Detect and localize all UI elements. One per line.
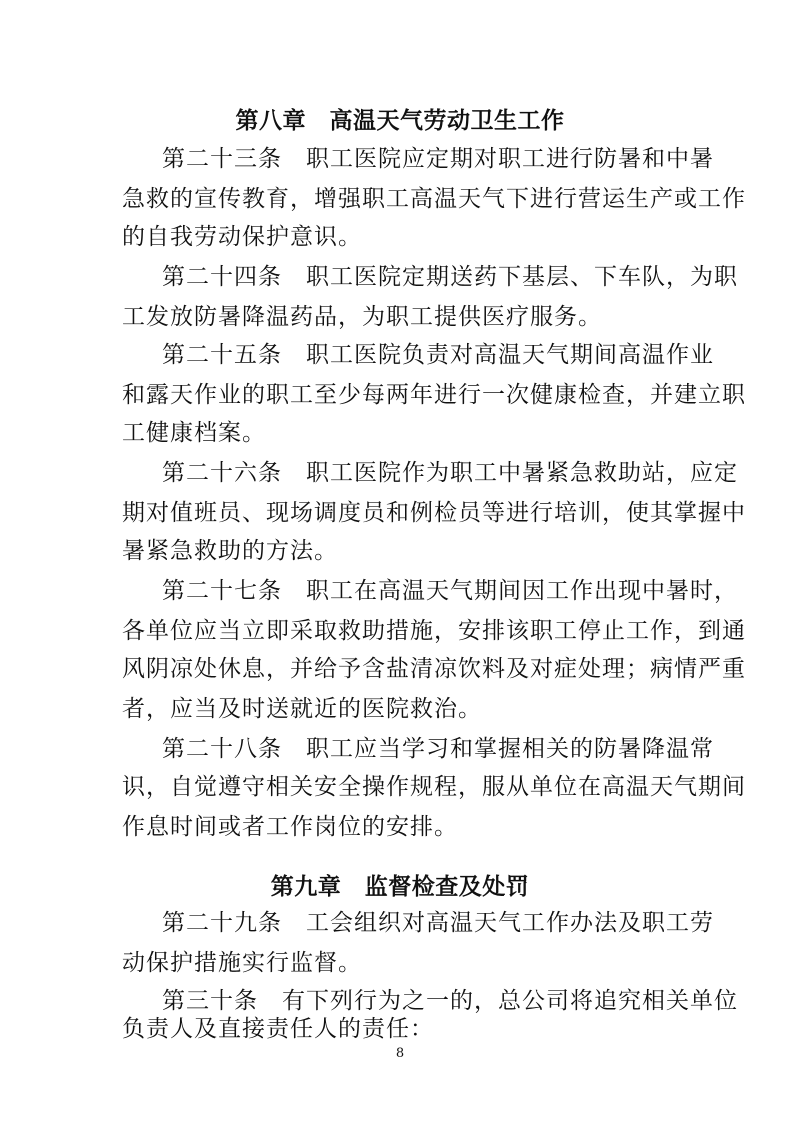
article-23-line-3: 的自我劳动保护意识。 — [122, 224, 362, 250]
article-28-line-1: 第二十八条 职工应当学习和掌握相关的防暑降温常 — [162, 736, 714, 762]
article-23-line-1: 第二十三条 职工医院应定期对职工进行防暑和中暑 — [162, 146, 714, 172]
chapter-8-title: 第八章 高温天气劳动卫生工作 — [235, 108, 565, 134]
article-27-line-4: 者，应当及时送就近的医院救治。 — [122, 696, 482, 722]
article-27-line-3: 风阴凉处休息，并给予含盐清凉饮料及对症处理；病情严重 — [122, 656, 746, 682]
article-24-line-1: 第二十四条 职工医院定期送药下基层、下车队，为职 — [162, 264, 738, 290]
article-25-line-2: 和露天作业的职工至少每两年进行一次健康检查，并建立职 — [122, 382, 746, 408]
article-29-line-2: 动保护措施实行监督。 — [122, 950, 362, 976]
article-26-line-2: 期对值班员、现场调度员和例检员等进行培训，使其掌握中 — [122, 500, 746, 526]
article-27-line-2: 各单位应当立即采取救助措施，安排该职工停止工作，到通 — [122, 618, 746, 644]
article-28-line-2: 识，自觉遵守相关安全操作规程，服从单位在高温天气期间 — [122, 774, 746, 800]
article-30-line-2: 负责人及直接责任人的责任： — [122, 1016, 434, 1042]
chapter-9-title: 第九章 监督检查及处罚 — [270, 874, 530, 900]
article-24-line-2: 工发放防暑降温药品，为职工提供医疗服务。 — [122, 304, 602, 330]
article-26-line-1: 第二十六条 职工医院作为职工中暑紧急救助站，应定 — [162, 460, 738, 486]
article-26-line-3: 暑紧急救助的方法。 — [122, 538, 338, 564]
article-30-line-1: 第三十条 有下列行为之一的，总公司将追究相关单位 — [162, 988, 738, 1014]
article-28-line-3: 作息时间或者工作岗位的安排。 — [122, 814, 458, 840]
article-27-line-1: 第二十七条 职工在高温天气期间因工作出现中暑时， — [162, 578, 738, 604]
article-25-line-1: 第二十五条 职工医院负责对高温天气期间高温作业 — [162, 342, 714, 368]
article-29-line-1: 第二十九条 工会组织对高温天气工作办法及职工劳 — [162, 910, 714, 936]
article-23-line-2: 急救的宣传教育，增强职工高温天气下进行营运生产或工作 — [122, 186, 746, 212]
article-25-line-3: 工健康档案。 — [122, 420, 266, 446]
page-number: 8 — [395, 1046, 405, 1061]
